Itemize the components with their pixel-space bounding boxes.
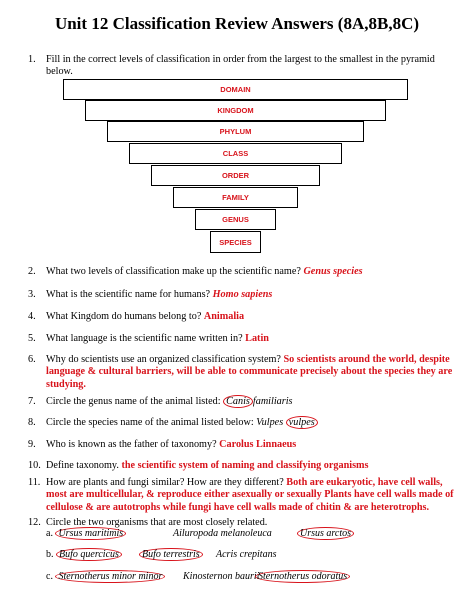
pyramid-level-class: CLASS: [129, 143, 342, 164]
question-text: Fill in the correct levels of classification in order from the largest to the smallest in the pyramid below.: [46, 54, 435, 78]
question-11: [28, 477, 456, 514]
question-number: 10.: [28, 460, 41, 471]
question-number: 12.: [28, 517, 41, 528]
circled-species: vulpes: [286, 416, 318, 429]
question-text: Define taxonomy.: [46, 460, 119, 471]
row-label: a.: [46, 528, 53, 539]
question-5: [28, 333, 456, 345]
question-text: What is the scientific name for humans?: [46, 289, 211, 300]
question-number: 8.: [28, 417, 36, 428]
question-text: Circle the two organisms that are most closely related.: [46, 517, 268, 528]
option-row-c: [46, 571, 165, 582]
pyramid-level-genus: GENUS: [195, 209, 276, 230]
organism: Acris crepitans: [216, 549, 277, 560]
question-number: 3.: [28, 289, 36, 300]
question-2: [28, 266, 456, 278]
answer: Genus species: [303, 266, 363, 277]
answer: So scientists around the world, despite language & cultural barriers, will be able to communicate precisely about the species they are studying.: [46, 354, 453, 390]
organism-circled: [255, 571, 350, 582]
answer: Both are eukaryotic, have cell walls, most are multicellular, & reproduce either asexually or sexually Plants have cell walls made of cellulose & are autotrophs while fungi have cell walls made of chitin & are heterotrophs.: [46, 477, 454, 513]
question-number: 5.: [28, 333, 36, 344]
question-10: [28, 460, 456, 472]
pyramid-level-domain: DOMAIN: [63, 79, 408, 100]
organism-circled: [297, 528, 354, 539]
answer: Carolus Linnaeus: [219, 439, 297, 450]
question-number: 7.: [28, 396, 36, 407]
question-number: 1.: [28, 54, 36, 65]
option-row-a: [46, 528, 126, 539]
organism-circled: [139, 549, 203, 560]
answer: Animalia: [203, 311, 245, 322]
question-text: Circle the species name of the animal listed below:: [46, 417, 254, 428]
question-number: 2.: [28, 266, 36, 277]
question-7: [28, 396, 456, 408]
row-label: b.: [46, 549, 54, 560]
pyramid-level-phylum: PHYLUM: [107, 121, 364, 142]
species-name: familiaris: [252, 396, 293, 407]
answer: Homo sapiens: [212, 289, 273, 300]
circled-organism: Sternotherus minor minor: [55, 570, 165, 583]
question-4: [28, 311, 456, 323]
question-text: What Kingdom do humans belong to?: [46, 311, 202, 322]
question-3: [28, 289, 456, 301]
genus-name: Vulpes: [256, 417, 284, 428]
question-8: [28, 417, 456, 429]
organism: Kinosternon baurii: [183, 571, 260, 582]
answer: the scientific system of naming and classifying organisms: [121, 460, 369, 471]
question-number: 6.: [28, 354, 36, 365]
question-number: 11.: [28, 477, 41, 488]
organism: Ailuropoda melanoleuca: [173, 528, 272, 539]
pyramid-level-kingdom: KINGDOM: [85, 100, 386, 121]
question-text: How are plants and fungi similar? How are they different?: [46, 477, 284, 488]
answer: Latin: [245, 333, 269, 344]
circled-organism: Bufo quercicus: [56, 548, 122, 561]
pyramid-level-order: ORDER: [151, 165, 320, 186]
question-6: [28, 354, 456, 391]
question-1: [28, 54, 456, 79]
option-row-b: [46, 549, 122, 560]
question-9: [28, 439, 456, 451]
question-text: Why do scientists use an organized classification system?: [46, 354, 281, 365]
question-text: What two levels of classification make up the scientific name?: [46, 266, 301, 277]
question-text: Circle the genus name of the animal listed:: [46, 396, 221, 407]
pyramid-level-family: FAMILY: [173, 187, 298, 208]
question-number: 9.: [28, 439, 36, 450]
circled-organism: Sternotherus odoratus: [255, 570, 350, 583]
pyramid-level-species: SPECIES: [210, 231, 261, 253]
question-text: What language is the scientific name written in?: [46, 333, 243, 344]
page-title: Unit 12 Classification Review Answers (8A,8B,8C): [54, 14, 420, 33]
question-text: Who is known as the father of taxonomy?: [46, 439, 217, 450]
circled-genus: Canis: [223, 395, 253, 408]
circled-organism: Ursus arctos: [297, 527, 354, 540]
circled-organism: Ursus maritimis: [55, 527, 126, 540]
question-number: 4.: [28, 311, 36, 322]
row-label: c.: [46, 571, 53, 582]
circled-organism: Bufo terrestris: [139, 548, 203, 561]
